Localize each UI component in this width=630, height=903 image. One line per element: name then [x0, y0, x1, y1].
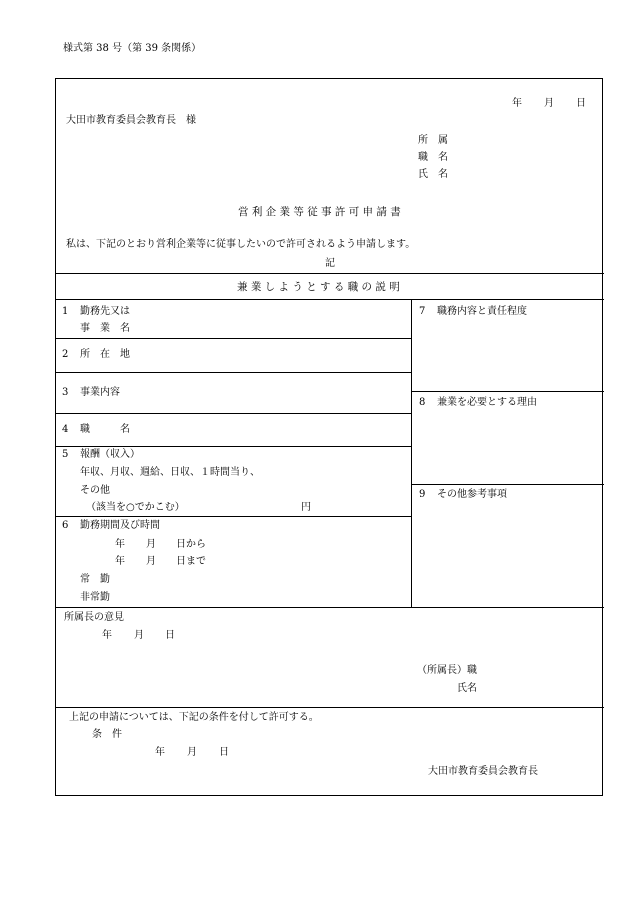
item4-number: 4 — [62, 424, 69, 435]
document-title: 営 利 企 業 等 従 事 許 可 申 請 書 — [238, 206, 401, 218]
supervisor-date-day: 日 — [165, 630, 175, 641]
divider-column — [411, 299, 412, 608]
item8-label: 兼業を必要とする理由 — [437, 397, 537, 408]
supervisor-opinion-label: 所属長の意見 — [64, 612, 124, 623]
application-statement: 私は、下記のとおり営利企業等に従事したいので許可されるよう申請します。 — [66, 239, 416, 250]
divider-item4 — [55, 446, 411, 447]
supervisor-date-month: 月 — [134, 630, 144, 641]
item7-label: 職務内容と責任程度 — [437, 306, 527, 317]
approval-date-month: 月 — [187, 747, 197, 758]
item1-number: 1 — [62, 306, 69, 317]
divider-item5 — [55, 516, 411, 517]
item9-label: その他参考事項 — [437, 489, 507, 500]
divider-approval — [55, 707, 604, 708]
item6-to-year: 年 — [115, 556, 125, 567]
item3-label: 事業内容 — [80, 387, 120, 398]
applicant-position: 職 名 — [418, 152, 448, 163]
approval-condition: 条 件 — [92, 729, 122, 740]
item1-label-b: 事 業 名 — [80, 323, 130, 334]
form-frame — [55, 78, 603, 796]
divider-item7 — [411, 391, 604, 392]
item6-to-day: 日まで — [176, 556, 206, 567]
item6-to-month: 月 — [146, 556, 156, 567]
supervisor-name: 氏名 — [457, 683, 477, 694]
item5-number: 5 — [62, 449, 69, 460]
form-number: 様式第 38 号（第 39 条関係） — [63, 43, 202, 54]
applicant-affiliation: 所 属 — [418, 135, 448, 146]
item2-number: 2 — [62, 349, 69, 360]
item6-part-time: 非常勤 — [80, 592, 110, 603]
approval-statement: 上記の申請については、下記の条件を付して許可する。 — [69, 712, 319, 723]
item5-other: その他 — [80, 485, 110, 496]
approval-date-day: 日 — [219, 747, 229, 758]
item6-from-day: 日から — [176, 539, 206, 550]
divider-supervisor — [55, 607, 604, 608]
item6-regular: 常 勤 — [80, 574, 110, 585]
item4-label: 職 名 — [80, 424, 130, 435]
divider-item2 — [55, 372, 411, 373]
section-title: 兼 業 し よ う と す る 職 の 説 明 — [237, 281, 400, 293]
addressee: 大田市教育委員会教育長 様 — [66, 115, 196, 126]
date-day: 日 — [576, 98, 586, 109]
divider-section-top — [55, 273, 604, 274]
approval-issuer: 大田市教育委員会教育長 — [428, 766, 538, 777]
item1-label-a: 勤務先又は — [80, 306, 130, 317]
item5-note: （該当を○でかこむ） — [86, 502, 185, 513]
divider-item1 — [55, 338, 411, 339]
applicant-name: 氏 名 — [418, 169, 448, 180]
item5-options: 年収、月収、週給、日収、１時間当り、 — [80, 467, 260, 478]
supervisor-date-year: 年 — [102, 630, 112, 641]
supervisor-position: （所属長）職 — [417, 665, 477, 676]
divider-item3 — [55, 413, 411, 414]
ki-mark: 記 — [325, 258, 335, 269]
divider-item8 — [411, 484, 604, 485]
divider-section-header — [55, 299, 604, 300]
item6-number: 6 — [62, 520, 69, 531]
item5-yen: 円 — [301, 502, 311, 513]
approval-date-year: 年 — [155, 747, 165, 758]
item8-number: 8 — [419, 397, 426, 408]
item6-from-year: 年 — [115, 539, 125, 550]
date-year: 年 — [512, 98, 522, 109]
item9-number: 9 — [419, 489, 426, 500]
item5-label: 報酬（収入） — [80, 449, 140, 460]
date-month: 月 — [544, 98, 554, 109]
item6-label: 勤務期間及び時間 — [80, 520, 160, 531]
item6-from-month: 月 — [146, 539, 156, 550]
item7-number: 7 — [419, 306, 426, 317]
item3-number: 3 — [62, 387, 69, 398]
item2-label: 所 在 地 — [80, 349, 130, 360]
